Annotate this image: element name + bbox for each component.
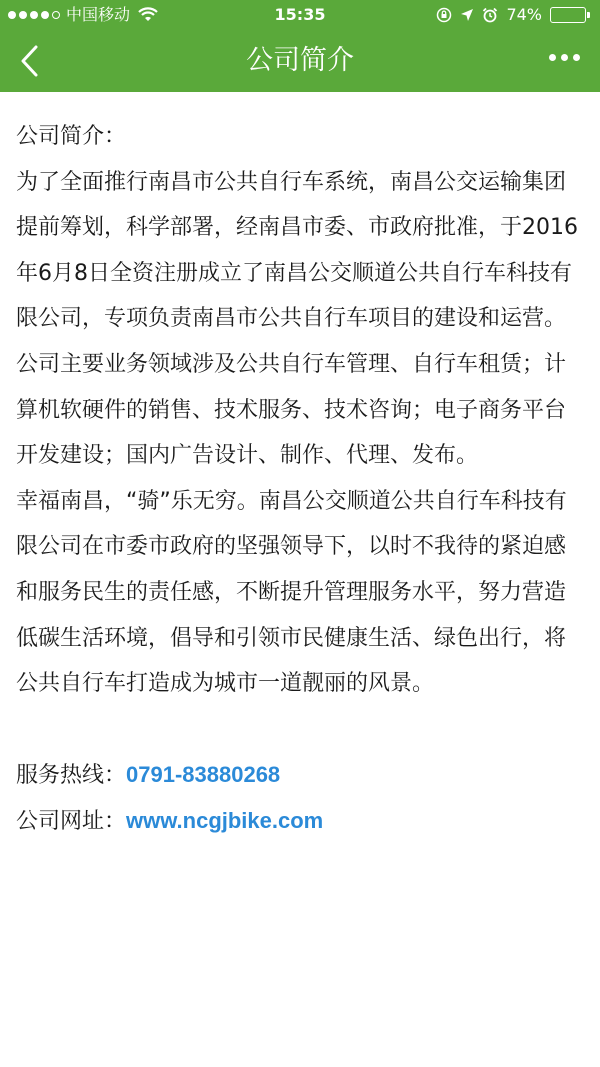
profile-paragraph-3: 幸福南昌，“骑”乐无穷。南昌公交顺道公共自行车科技有限公司在市委市政府的坚强领导下，以时不我待的紧迫感和服务民生的责任感，不断提升管理服务水平，努力营造低碳生活环境，倡导和引领市民健康生活、绿色出行，将公共自行车打造成为城市一道靓丽的风景。 xyxy=(16,488,567,697)
status-right xyxy=(436,0,590,30)
contact-info xyxy=(16,752,584,845)
alarm-icon xyxy=(482,7,498,23)
battery-percent: 74% xyxy=(506,5,542,24)
status-bar xyxy=(0,0,600,30)
profile-paragraph-2: 公司主要业务领域涉及公共自行车管理、自行车租赁；计算机软硬件的销售、技术服务、技术咨询；电子商务平台开发建设；国内广告设计、制作、代理、发布。 xyxy=(16,351,567,469)
location-icon xyxy=(460,8,474,22)
page-title: 公司简介 xyxy=(246,45,354,76)
website-link[interactable]: www.ncgjbike.com xyxy=(126,808,324,834)
carrier-name: 中国移动 xyxy=(66,5,131,24)
nav-bar xyxy=(0,30,600,92)
status-time: 15:35 xyxy=(274,5,326,24)
website-row xyxy=(16,798,584,845)
hotline-link[interactable]: 0791-83880268 xyxy=(126,761,281,787)
battery-icon xyxy=(550,7,590,23)
website-label: 公司网址： xyxy=(16,809,127,835)
hotline-row xyxy=(16,752,584,799)
hotline-label: 服务热线： xyxy=(16,762,127,788)
more-icon[interactable] xyxy=(549,54,580,61)
profile-paragraph-1: 为了全面推行南昌市公共自行车系统，南昌公交运输集团提前筹划，科学部署，经南昌市委、市政府批准，于2016年6月8日全资注册成立了南昌公交顺道公共自行车科技有限公司，专项负责南昌市公共自行车项目的建设和运营。 xyxy=(16,169,578,332)
company-profile xyxy=(16,114,584,845)
lock-rotation-icon xyxy=(436,7,452,23)
profile-heading: 公司简介： xyxy=(16,124,127,149)
